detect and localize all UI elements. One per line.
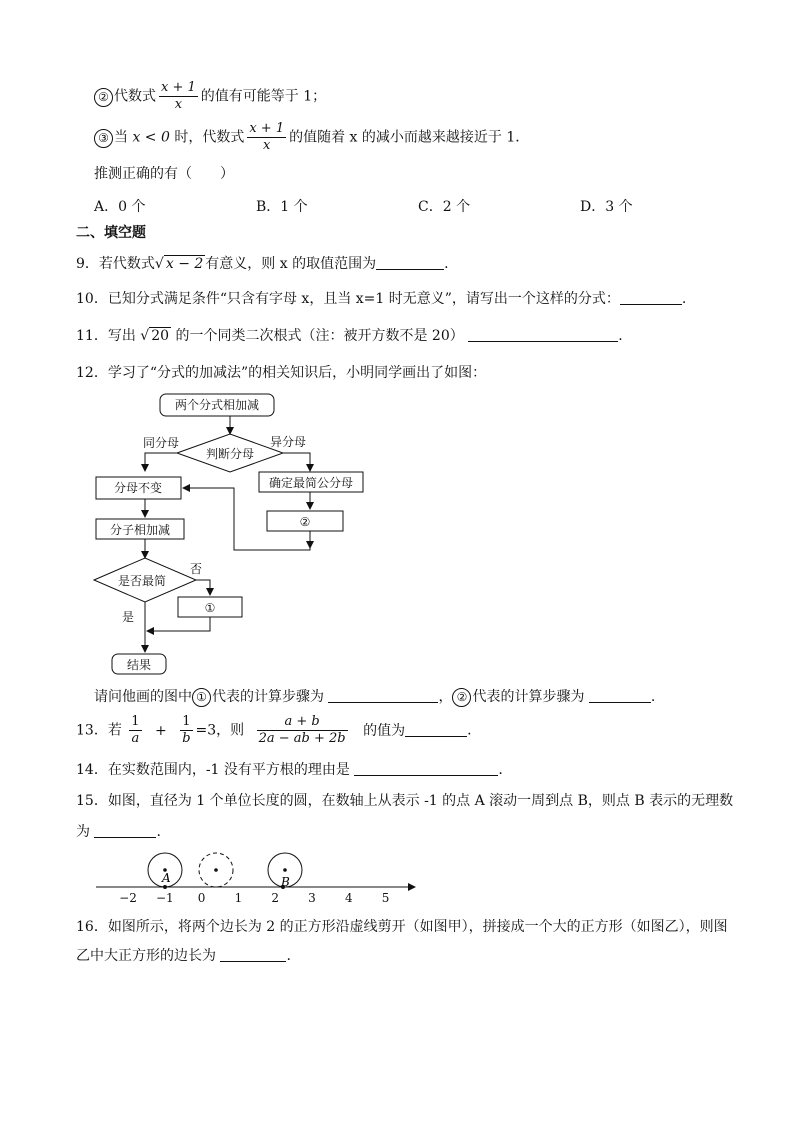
axis-tick-label: 2 — [271, 891, 280, 905]
answer-blank[interactable] — [354, 761, 498, 776]
circled-number-2: ② — [94, 88, 113, 107]
fraction-denominator: b — [182, 731, 191, 746]
axis-tick-label: 5 — [381, 891, 390, 905]
point-a-dot — [163, 885, 167, 889]
axis-tick-label: 0 — [197, 891, 206, 905]
q14-text: 14．在实数范围内，-1 没有平方根的理由是 — [76, 762, 350, 778]
period: . — [156, 824, 161, 840]
period: . — [650, 689, 656, 705]
flow-step1-label: ① — [204, 601, 216, 615]
q8-item-3 — [94, 121, 529, 154]
q12-ask-mid1: 代表的计算步骤为 — [212, 689, 324, 705]
answer-blank[interactable] — [376, 255, 444, 270]
flow-decision2-label: 是否最简 — [117, 574, 167, 588]
q12-question — [94, 688, 655, 707]
axis-tick-label: −2 — [119, 891, 137, 905]
question-14 — [76, 761, 503, 779]
fraction-1-over-b — [180, 714, 192, 747]
q8-item2-post: 的值有可能等于 1； — [200, 88, 327, 105]
q8-item3-post: 的值随着 x 的减小而越来越接近于 1． — [289, 129, 530, 146]
q10-text: 10．已知分式满足条件“只含有字母 x，且当 x=1 时无意义”，请写出一个这样的分式： — [76, 291, 620, 307]
circled-number-1: ① — [192, 688, 211, 707]
flow-result-label: 结果 — [126, 658, 152, 672]
axis-ticks — [119, 891, 389, 905]
q16-line2-text: 乙中大正方形的边长为 — [76, 948, 216, 964]
axis-tick-label: 1 — [234, 891, 243, 905]
q11-post: 的一个同类二次根式（注：被开方数不是 20） — [175, 328, 464, 344]
circle-center-dot — [214, 868, 218, 872]
fraction-1-over-a — [129, 714, 141, 747]
flowchart — [0, 390, 794, 690]
q8-prompt: 推测正确的有（ ） — [94, 166, 234, 182]
q9-pre: 9．若代数式 — [76, 256, 155, 272]
circled-number-2: ② — [452, 688, 471, 707]
flow-same-label: 同分母 — [143, 436, 180, 450]
answer-blank-1[interactable] — [328, 688, 438, 703]
question-15-line1: 15．如图，直径为 1 个单位长度的圆，在数轴上从表示 -1 的点 A 滚动一周到点 B，则点 B 表示的无理数 — [76, 793, 734, 809]
period: . — [681, 291, 687, 307]
question-9 — [76, 255, 449, 273]
question-12: 12．学习了“分式的加减法”的相关知识后，小明同学画出了如图： — [76, 365, 487, 381]
circle-center-dot — [283, 868, 287, 872]
answer-blank-2[interactable] — [589, 688, 651, 703]
circled-number-3: ③ — [94, 129, 113, 148]
fraction-numerator: a + b — [257, 714, 348, 731]
fraction-numerator: 1 — [131, 714, 140, 729]
label-a: A — [162, 871, 171, 885]
flow-decision1-label: 判断分母 — [205, 447, 255, 461]
question-11 — [76, 327, 623, 345]
q12-ask-pre: 请问他画的图中 — [94, 689, 192, 705]
plus-sign: + — [155, 722, 167, 739]
axis-tick-label: 3 — [308, 891, 316, 905]
label-b: B — [281, 875, 290, 889]
radicand: x − 2 — [165, 256, 204, 272]
flow-start-label: 两个分式相加减 — [174, 398, 260, 412]
sqrt-expression: √ x − 2 — [154, 256, 204, 272]
q9-post: 有意义，则 x 的取值范围为 — [205, 256, 377, 272]
answer-blank[interactable] — [468, 327, 618, 342]
q13-pre: 13．若 — [76, 722, 122, 739]
period: . — [286, 948, 291, 964]
period: . — [618, 328, 623, 344]
fraction-numerator: x + 1 — [249, 121, 285, 136]
flow-step2-label: ② — [299, 515, 311, 529]
q13-equals: =3，则 — [195, 722, 245, 739]
q13-post: 的值为 — [363, 722, 406, 739]
flow-no-label: 否 — [190, 562, 203, 576]
sqrt-expression: √ 20 — [140, 328, 170, 344]
comma: ， — [438, 689, 453, 705]
period: . — [444, 256, 449, 272]
q11-pre: 11．写出 — [76, 328, 136, 344]
axis-tick-label: 4 — [344, 891, 353, 905]
option-a: A．0 个 — [94, 199, 146, 215]
flow-diff-label: 异分母 — [270, 435, 307, 449]
flow-numerator-label: 分子相加减 — [109, 523, 171, 537]
period: . — [467, 722, 472, 739]
axis-tick-label: −1 — [155, 891, 174, 905]
fraction-denominator: x — [263, 138, 271, 153]
q8-item-2 — [94, 80, 326, 113]
period: . — [498, 762, 503, 778]
flow-yes-label: 是 — [122, 610, 135, 624]
radicand: 20 — [151, 328, 170, 344]
section-title: 二、填空题 — [76, 225, 146, 241]
answer-blank[interactable] — [620, 290, 682, 305]
answer-blank[interactable] — [220, 947, 286, 962]
number-line-figure — [0, 848, 794, 908]
question-16-line1: 16．如图所示，将两个边长为 2 的正方形沿虚线剪开（如图甲），拼接成一个大的正方形（如图乙），则图 — [76, 919, 728, 935]
q12-ask-mid2: 代表的计算步骤为 — [472, 689, 585, 705]
question-15-line2 — [76, 823, 161, 841]
question-10 — [76, 290, 686, 308]
option-d: D．3 个 — [580, 199, 633, 215]
answer-blank[interactable] — [405, 722, 467, 737]
question-13 — [76, 714, 472, 747]
fraction-numerator: 1 — [180, 714, 192, 731]
q8-item3-mid: 时，代数式 — [169, 129, 245, 146]
q8-item2-fraction — [159, 80, 198, 113]
q8-item3-fraction — [247, 121, 286, 154]
fraction-numerator: x + 1 — [161, 80, 196, 95]
fraction-denominator: x — [174, 97, 183, 112]
q8-item2-pre: 代数式 — [114, 88, 156, 105]
option-b: B．1 个 — [256, 199, 308, 215]
q8-item3-pre: 当 — [114, 129, 133, 146]
fraction-denominator: a — [131, 731, 140, 746]
flow-lcd-label: 确定最简公分母 — [268, 476, 354, 490]
fraction-denominator: 2a − ab + 2b — [258, 731, 346, 746]
fraction-expression — [257, 714, 348, 747]
question-16-line2 — [76, 947, 291, 965]
answer-blank[interactable] — [94, 823, 156, 838]
q15-line2-text: 为 — [76, 824, 90, 840]
flow-keep-label: 分母不变 — [113, 481, 163, 495]
option-c: C．2 个 — [418, 199, 471, 215]
q8-item3-condition: x < 0 — [132, 129, 170, 146]
